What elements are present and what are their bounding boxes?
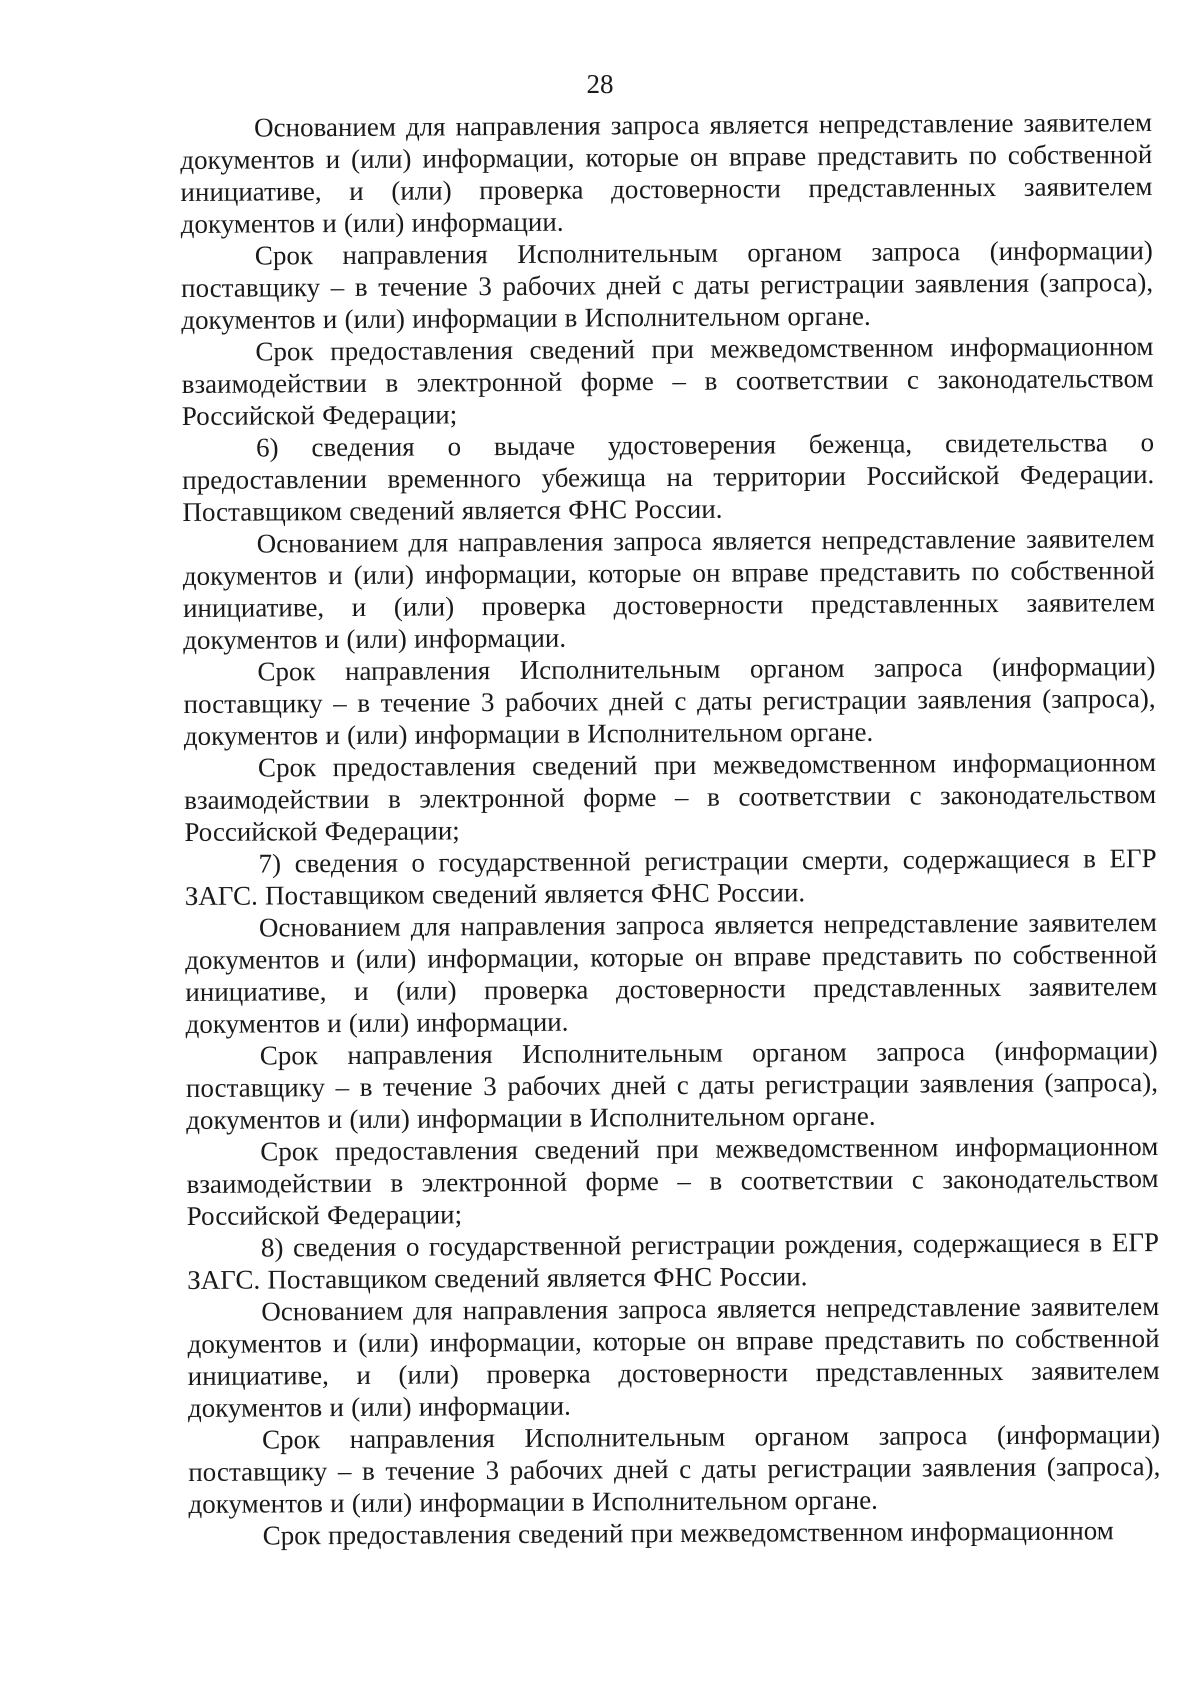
paragraph: Срок направления Исполнительным органом запроса (информации) поставщику – в течение 3 рабочих дней с даты регистрации заявления (запроса), документов и (или) информации в Исполнительном органе. bbox=[183, 651, 1156, 751]
paragraph: Срок направления Исполнительным органом запроса (информации) поставщику – в течение 3 рабочих дней с даты регистрации заявления (запроса), документов и (или) информации в Исполнительном органе. bbox=[188, 1419, 1161, 1519]
list-item-8: 8) сведения о государственной регистрации рождения, содержащиеся в ЕГР ЗАГС. Поставщиком сведений является ФНС России. bbox=[187, 1227, 1160, 1295]
paragraph: Срок предоставления сведений при межведомственном информационном взаимодействии в электронной форме – в соответствии с законодательством Российской Федерации; bbox=[184, 747, 1157, 847]
paragraph: Срок направления Исполнительным органом запроса (информации) поставщику – в течение 3 рабочих дней с даты регистрации заявления (запроса), документов и (или) информации в Исполнительном органе. bbox=[185, 1035, 1159, 1135]
paragraph: Срок направления Исполнительным органом запроса (информации) поставщику – в течение 3 рабочих дней с даты регистрации заявления (запроса), документов и (или) информации в Исполнительном органе. bbox=[180, 235, 1154, 335]
paragraph-continued: Срок предоставления сведений при межведомственном информационном bbox=[262, 1515, 1114, 1551]
document-body bbox=[180, 106, 1161, 1552]
paragraph: Срок предоставления сведений при межведомственном информационном взаимодействии в электронной форме – в соответствии с законодательством Российской Федерации; bbox=[181, 331, 1154, 431]
page-number: 28 bbox=[586, 69, 614, 99]
paragraph: Срок предоставления сведений при межведомственном информационном взаимодействии в электронной форме – в соответствии с законодательством Российской Федерации; bbox=[186, 1131, 1159, 1231]
list-item-6: 6) сведения о выдаче удостоверения беженца, свидетельства о предоставлении временного убежища на территории Российской Федерации. Поставщиком сведений является ФНС России. bbox=[182, 427, 1155, 527]
paragraph: Основанием для направления запроса является непредставление заявителем документов и (или) информации, которые он вправе представить по собственной инициативе, и (или) проверка достоверности представленных заявителем документов и (или) информации. bbox=[187, 1291, 1160, 1423]
paragraph: Основанием для направления запроса является непредставление заявителем документов и (или) информации, которые он вправе представить по собственной инициативе, и (или) проверка достоверности представленных заявителем документов и (или) информации. bbox=[182, 523, 1156, 655]
paragraph: Основанием для направления запроса является непредставление заявителем документов и (или) информации, которые он вправе представить по собственной инициативе, и (или) проверка достоверности представленных заявителем документов и (или) информации. bbox=[180, 107, 1153, 239]
paragraph: Основанием для направления запроса является непредставление заявителем документов и (или) информации, которые он вправе представить по собственной инициативе, и (или) проверка достоверности представленных заявителем документов и (или) информации. bbox=[185, 907, 1158, 1039]
list-item-7: 7) сведения о государственной регистрации смерти, содержащиеся в ЕГР ЗАГС. Поставщиком сведений является ФНС России. bbox=[184, 843, 1157, 911]
